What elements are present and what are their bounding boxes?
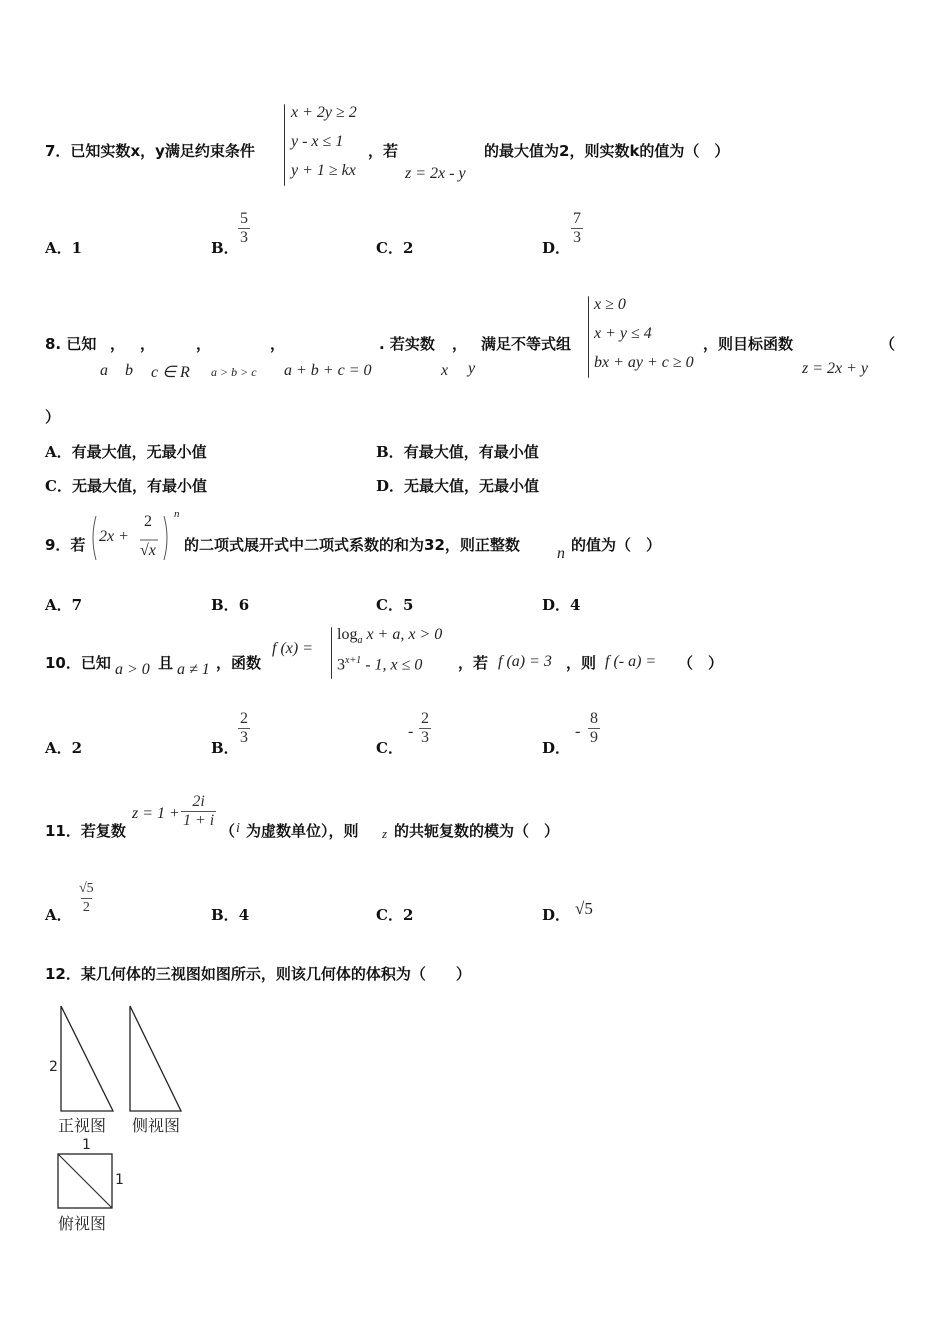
q10-cond-1: a > 0 [115,661,150,678]
fraction-numerator: 8 [590,710,598,727]
q10-p6: （ ） [678,654,724,672]
power-exponent: x+1 [345,655,362,666]
option-value: 无最大值，无最小值 [404,477,540,495]
q9-n: n [557,545,565,562]
q11-fraction [181,793,216,830]
option-value: 4 [238,906,250,924]
q9-denominator: √x [140,542,156,559]
q10-p5: ，则 [566,654,597,672]
q10-fma: f (- a) = [605,653,657,670]
q8-comma-1: ， [110,335,126,353]
q10-option-c-sign: - [408,723,414,740]
q10-option-d[interactable] [542,737,570,758]
q8-constraint-3: bx + ay + c ≥ 0 [594,354,694,371]
q7-option-d[interactable] [542,237,570,258]
top-view-width-label: 1 [82,1137,91,1153]
front-view-triangle [61,1006,113,1111]
q8-p2: . 若实数 [379,335,435,353]
option-value: 7 [71,596,83,614]
q10-fa: f (a) = 3 [498,653,552,670]
option-label: A． [45,739,72,757]
q7-objective: z = 2x - y [405,165,466,182]
q10-option-d-sign: - [575,723,581,740]
q8-sum: a + b + c = 0 [284,362,372,379]
q8-comma-2: ， [140,335,156,353]
q8-var-x: x [441,362,449,379]
option-label: A． [45,443,72,461]
q8-constraint-2: x + y ≤ 4 [594,325,652,342]
q7-constraint-1: x + 2y ≥ 2 [291,104,357,121]
q11-option-d-value: √5 [575,899,593,918]
option-label: C． [376,906,403,924]
q7-brace [284,104,285,186]
q7-option-c[interactable] [376,237,413,258]
q8-var-b: b [125,362,133,379]
q9-numerator: 2 [144,513,152,530]
q10-p1: 10．已知 [45,654,111,672]
option-value: 1 [71,239,83,257]
q8-comma-3: ， [196,335,212,353]
option-label: B． [376,443,404,461]
option-label: D． [542,239,571,257]
q11-option-b[interactable] [211,904,249,925]
q8-p1: 8. 已知 [45,335,97,353]
fraction-numerator: 7 [573,210,581,227]
front-view-height-label: 2 [49,1059,58,1075]
q9-p2: 的二项式展开式中二项式系数的和为32，则正整数 [184,536,520,554]
q9-p3: 的值为（ ） [571,536,662,554]
log-text: log [337,626,358,643]
q8-p3: 满足不等式组 [481,335,572,353]
side-view-label: 侧视图 [132,1116,181,1135]
side-view-triangle [130,1006,181,1111]
fraction-numerator: 2 [421,710,429,727]
q8-objective: z = 2x + y [802,360,869,377]
q7-stem [45,140,255,161]
q7-mid: ，若 [368,142,399,160]
q11-p3: 为虚数单位），则 [246,822,359,840]
q8-option-a[interactable] [45,441,207,462]
q10-option-b[interactable] [211,737,239,758]
fraction-denominator: 2 [82,900,90,915]
option-label: D． [542,906,571,924]
q12-text: 12．某几何体的三视图如图所示，则该几何体的体积为（ ） [45,965,471,983]
option-label: B． [211,739,239,757]
option-value: 4 [570,596,581,614]
q8-comma-4: ， [270,335,286,353]
fraction-denominator: 3 [240,229,248,246]
fraction-denominator: 3 [240,729,248,746]
fraction-denominator: 3 [421,729,429,746]
q8-var-a: a [100,362,108,379]
q7-constraint-3: y + 1 ≥ kx [291,162,356,179]
q9-exponent: n [174,508,180,520]
front-view-label: 正视图 [58,1116,107,1135]
q8-brace [588,296,589,378]
q7-text: 7．已知实数x，y满足约束条件 [45,142,255,160]
q9-option-c[interactable] [376,594,413,615]
q11-z: z = 1 + [132,805,180,822]
q12-three-views [44,998,204,1243]
fraction-numerator: √5 [79,881,94,896]
option-value: 无最大值，有最小值 [71,477,207,495]
fraction-numerator: 2i [192,793,205,810]
option-value: 6 [238,596,250,614]
option-label: A． [45,239,72,257]
option-label: A． [45,596,72,614]
q11-p4: 的共轭复数的模为（ ） [394,822,560,840]
top-view-label: 俯视图 [58,1214,107,1233]
option-value: 有最大值，无最小值 [71,443,207,461]
fraction-denominator: 1 + i [183,812,215,829]
q8-comma-5: ， [452,335,468,353]
power-base: 3 [337,656,345,674]
q7-tail: 的最大值为2，则实数k的值为（ ） [484,142,730,160]
q10-brace [331,627,332,679]
q10-p2: 且 [158,654,174,672]
q8-option-c[interactable] [45,475,207,496]
q9-option-a[interactable] [45,594,82,615]
q8-option-b[interactable] [376,441,539,462]
q8-option-d[interactable] [376,475,539,496]
option-label: B． [211,906,239,924]
q11-p2: （ [220,822,236,840]
option-label: C． [376,739,403,757]
q8-order: a > b > c [211,365,257,379]
q7-option-b[interactable] [211,237,239,258]
q9-option-b[interactable] [211,594,249,615]
q10-piece-2 [337,655,422,674]
q8-paren-open: （ [880,335,896,353]
piece-1-rest: x + a, x > 0 [362,626,443,643]
option-value: 有最大值，有最小值 [403,443,539,461]
q10-fx: f (x) = [272,640,313,657]
option-label: B． [211,239,239,257]
q10-piece-1 [337,626,442,646]
option-label: C． [376,596,403,614]
fraction-numerator: 5 [240,210,248,227]
fraction-numerator: 2 [240,710,248,727]
q10-option-b-fraction [238,710,250,747]
top-view-height-label: 1 [115,1172,124,1188]
q7-option-a[interactable] [45,237,82,258]
q9-base: 2x + [99,528,129,545]
top-view-diagonal [58,1154,112,1208]
log-base: a [357,635,363,647]
q10-option-d-fraction [588,710,600,747]
q9-option-d[interactable] [542,594,580,615]
q11-option-d[interactable] [542,904,570,925]
option-label: D． [376,477,405,495]
q8-var-c-in-r: c ∈ R [151,364,190,381]
q11-option-c[interactable] [376,904,413,925]
q8-var-y: y [468,360,476,377]
option-label: C． [376,239,403,257]
fraction-denominator: 3 [573,229,581,246]
option-label: B． [211,596,239,614]
q10-p3: ，函数 [216,654,262,672]
option-value: 2 [402,906,414,924]
q11-i: i [236,821,240,836]
q10-option-c[interactable] [376,737,403,758]
option-label: A． [45,906,72,924]
option-label: D． [542,739,571,757]
q10-option-c-fraction [419,710,431,747]
q11-zvar: z [382,826,388,841]
q7-option-d-fraction [571,210,583,247]
q8-constraint-1: x ≥ 0 [594,296,626,313]
q10-option-a[interactable] [45,737,82,758]
option-value: 5 [402,596,414,614]
q11-option-a-fraction [77,880,96,917]
q9-p1: 9．若 [45,536,86,554]
left-paren [93,516,96,560]
q7-option-b-fraction [238,210,250,247]
q10-p4: ，若 [458,654,489,672]
q11-option-a[interactable] [45,904,72,925]
right-paren [164,516,167,560]
option-label: D． [542,596,571,614]
q10-cond-2: a ≠ 1 [177,661,210,678]
option-value: 2 [71,739,83,757]
q11-p1: 11．若复数 [45,822,126,840]
option-value: 2 [402,239,414,257]
fraction-denominator: 9 [590,729,598,746]
piece-2-rest: - 1, x ≤ 0 [361,656,423,674]
q8-paren-close: ） [45,408,61,426]
option-label: C． [45,477,72,495]
q7-constraint-2: y - x ≤ 1 [291,133,344,150]
q8-p4: ，则目标函数 [703,335,794,353]
